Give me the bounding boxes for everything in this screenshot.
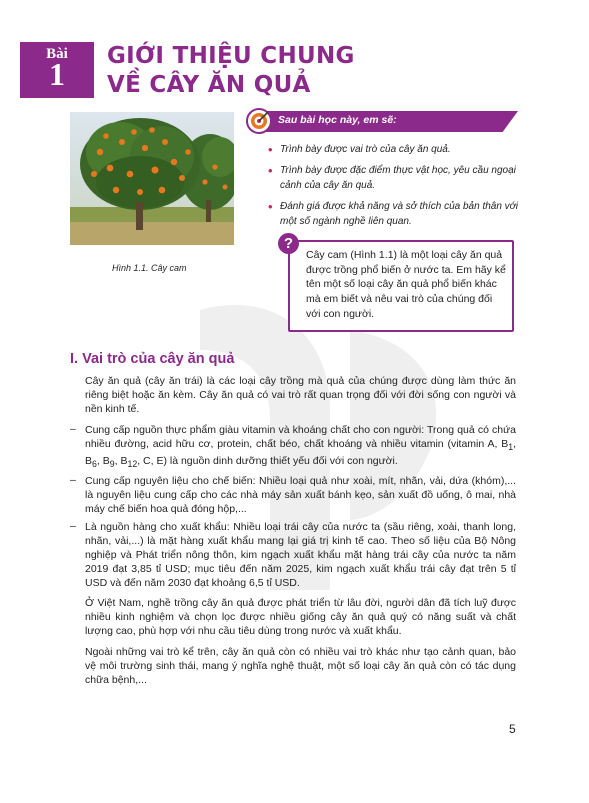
lesson-title-line2: VỀ CÂY ĂN QUẢ (107, 72, 311, 98)
bullet-nutrition-text: , C, E) là nguồn dinh dưỡng thiết yếu đối với con người. (137, 455, 398, 468)
question-mark-icon: ? (278, 233, 299, 254)
page-number: 5 (509, 722, 516, 736)
subscript: 12 (127, 459, 138, 470)
intro-paragraph: Cây ăn quả (cây ăn trái) là các loại cây trồng mà quả của chúng được dùng làm thức ăn riêng biệt hoặc ăn kèm. Cây ăn quả có vai trò rất quan trọng đối với đời sống con người và nền kinh tế. (85, 375, 516, 415)
bullet-processing: Cung cấp nguyên liệu cho chế biến: Nhiều loại quả như xoài, mít, nhãn, vải, dứa (khóm),... là nguyên liệu cung cấp cho các nhà máy sản xuất bánh kẹo, sản xuất đồ uống, ô mai, nhà máy chế biến hoa quả đóng hộp,... (85, 475, 516, 515)
target-icon (246, 108, 272, 134)
paragraph-other-roles: Ngoài những vai trò kể trên, cây ăn quả còn có nhiều vai trò khác như tạo cảnh quan, bảo vệ môi trường sinh thái, mang ý nghĩa nghệ thuật, một số loại cây ăn quả còn có tác dụng chữa bệnh,... (85, 646, 516, 686)
lesson-number: 1 (49, 56, 65, 92)
bullet-nutrition-text: Cung cấp nguồn thực phẩm giàu vitamin và khoáng chất cho con người: Trong quả có chứa nhiều đường, acid hữu cơ, protein, chất béo, chất khoáng và nhiều vitamin (vitamin A, B (85, 424, 516, 450)
orange-tree-photo (70, 112, 234, 245)
bullet-dash: – (70, 474, 76, 486)
subscript: 1 (508, 442, 514, 453)
bullet-nutrition-text: , B (96, 455, 110, 468)
objectives-heading: Sau bài học này, em sẽ: (278, 114, 397, 126)
question-text: Cây cam (Hình 1.1) là một loại cây ăn quả được trồng phổ biến ở nước ta. Em hãy kể tên một số loại cây ăn quả phổ biến khác mà em biết và nêu vai trò của chúng đối với con người. (306, 249, 506, 320)
lesson-word: Bài (46, 46, 68, 62)
objectives-list (268, 142, 518, 235)
section-heading: I. Vai trò của cây ăn quả (70, 351, 235, 367)
bullet-dash: – (70, 520, 76, 532)
figure-caption: Hình 1.1. Cây cam (112, 263, 187, 273)
subscript: 6 (92, 459, 97, 470)
bullet-nutrition-text: , B (85, 438, 516, 468)
bullet-dash: – (70, 423, 76, 435)
lesson-badge (20, 42, 94, 98)
bullet-export: Là nguồn hàng cho xuất khẩu: Nhiều loại trái cây của nước ta (sầu riêng, xoài, thanh long, nhãn, vải,...) là mặt hàng xuất khẩu mang lại giá trị kinh tế cao. Theo số liệu của Bộ Nông nghiệp và Phát triển nông thôn, kim ngạch xuất khẩu mặt hàng trái cây của nước ta năm 2019 đạt 3,85 tỉ USD; mục tiêu đến năm 2025, kim ngạch xuất khẩu trái cây đạt trên 5 tỉ USD và đến năm 2030 đạt khoảng 6,5 tỉ USD. (85, 521, 516, 589)
subscript: 9 (109, 459, 115, 470)
bullet-nutrition-text: , B (114, 455, 128, 468)
paragraph-vietnam: Ở Việt Nam, nghề trồng cây ăn quả được phát triển từ lâu đời, người dân đã tích luỹ được nhiều kinh nghiệm và chọn lọc được nhiều giống cây ăn quả quý có năng suất và chất lượng cao, phù hợp với nhu cầu tiêu dùng trong nước và xuất khẩu. (85, 597, 516, 637)
lesson-title-line1: GIỚI THIỆU CHUNG (107, 43, 355, 69)
lesson-title (107, 42, 355, 100)
objective-item: • Trình bày được vai trò của cây ăn quả. (268, 142, 518, 158)
objective-item: • Đánh giá được khả năng và sở thích của bản thân với một số ngành nghề liên quan. (268, 199, 518, 230)
bullet-nutrition (85, 423, 516, 471)
objective-item: • Trình bày được đặc điểm thực vật học, yêu cầu ngoại cảnh của cây ăn quả. (268, 163, 518, 194)
